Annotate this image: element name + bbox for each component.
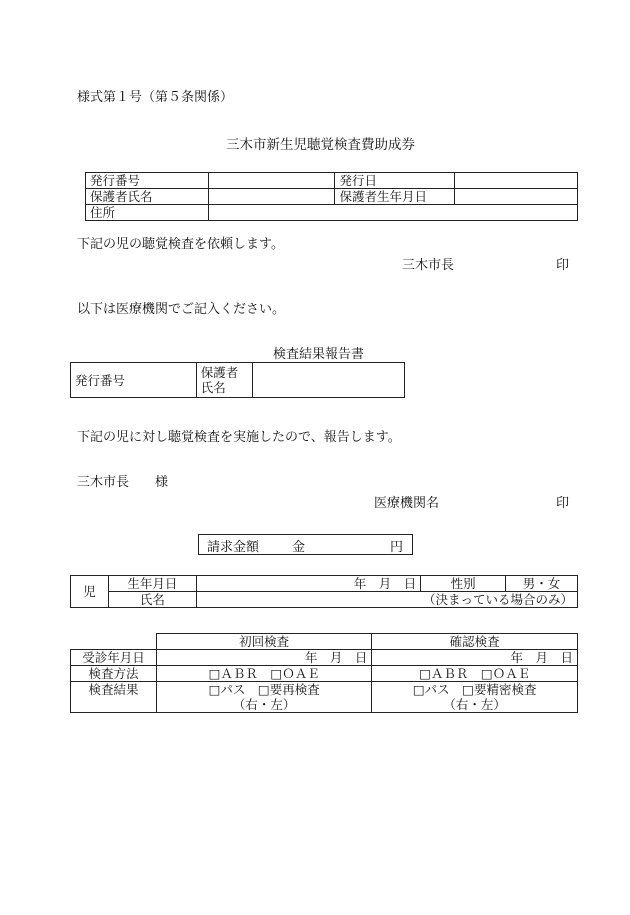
report-table <box>70 362 405 398</box>
institution-label: 医療機関名 <box>374 496 440 511</box>
guardian-label-line2: 氏名 <box>200 380 226 395</box>
report-guardian-name-field[interactable] <box>252 363 404 398</box>
claim-yen: 円 <box>390 540 404 555</box>
request-text: 下記の児の聴覚検査を依頼します。 <box>77 237 284 252</box>
confirm-visit-date[interactable]: 年 月 日 <box>372 650 578 666</box>
initial-result[interactable] <box>156 682 371 713</box>
method-label: 検査方法 <box>71 666 157 682</box>
initial-result-options[interactable]: □パス □要再検査 <box>208 682 320 697</box>
addressee: 三木市長 様 <box>77 475 169 490</box>
initial-exam-header: 初回検査 <box>156 634 371 650</box>
confirm-method-options[interactable]: □ＡＢＲ □ＯＡＥ <box>372 666 578 682</box>
report-guardian-name-label <box>196 363 252 398</box>
address-label: 住所 <box>86 205 209 221</box>
seal-mark-2: 印 <box>556 496 570 511</box>
confirm-result[interactable] <box>372 682 578 713</box>
result-label: 検査結果 <box>71 682 157 713</box>
guardian-label-line1: 保護者 <box>200 365 239 380</box>
birthdate-label: 生年月日 <box>108 576 196 592</box>
initial-method-options[interactable]: □ＡＢＲ □ＯＡＥ <box>156 666 371 682</box>
claim-label: 請求金額 <box>207 540 260 555</box>
exam-corner <box>71 634 157 650</box>
guardian-name-field[interactable] <box>208 189 335 205</box>
initial-result-side[interactable]: （右・左） <box>232 697 296 712</box>
child-table <box>70 575 578 608</box>
visit-date-label: 受診年月日 <box>71 650 157 666</box>
guardian-name-label: 保護者氏名 <box>86 189 209 205</box>
name-field[interactable]: （決まっている場合のみ） <box>196 592 577 608</box>
sex-label: 性別 <box>421 576 506 592</box>
report-title: 検査結果報告書 <box>273 347 365 362</box>
initial-visit-date[interactable]: 年 月 日 <box>156 650 371 666</box>
page-title: 三木市新生児聴覚検査費助成券 <box>226 137 415 153</box>
report-text: 下記の児に対し聴覚検査を実施したので、報告します。 <box>77 430 401 445</box>
confirm-result-options[interactable]: □パス □要精密検査 <box>412 682 537 697</box>
confirm-exam-header: 確認検査 <box>372 634 578 650</box>
claim-kin: 金 <box>292 540 306 555</box>
form-number: 様式第１号（第５条関係） <box>77 90 234 105</box>
mayor-label: 三木市長 <box>402 258 455 273</box>
child-label: 児 <box>71 576 109 608</box>
issue-number-label: 発行番号 <box>86 173 209 189</box>
seal-mark: 印 <box>556 258 570 273</box>
issue-number-field[interactable] <box>208 173 335 189</box>
report-issue-number-label: 発行番号 <box>71 363 197 398</box>
voucher-table <box>85 172 578 221</box>
address-field[interactable] <box>208 205 577 221</box>
medical-note: 以下は医療機関でご記入ください。 <box>77 302 286 317</box>
sex-field[interactable]: 男・女 <box>506 576 578 592</box>
exam-table <box>70 633 578 713</box>
birthdate-field[interactable]: 年 月 日 <box>196 576 420 592</box>
claim-box <box>198 534 413 555</box>
name-label: 氏名 <box>108 592 196 608</box>
issue-date-field[interactable] <box>455 173 578 189</box>
guardian-birthdate-label: 保護者生年月日 <box>335 189 455 205</box>
confirm-result-side[interactable]: （右・左） <box>443 697 506 712</box>
guardian-birthdate-field[interactable] <box>455 189 578 205</box>
issue-date-label: 発行日 <box>335 173 455 189</box>
